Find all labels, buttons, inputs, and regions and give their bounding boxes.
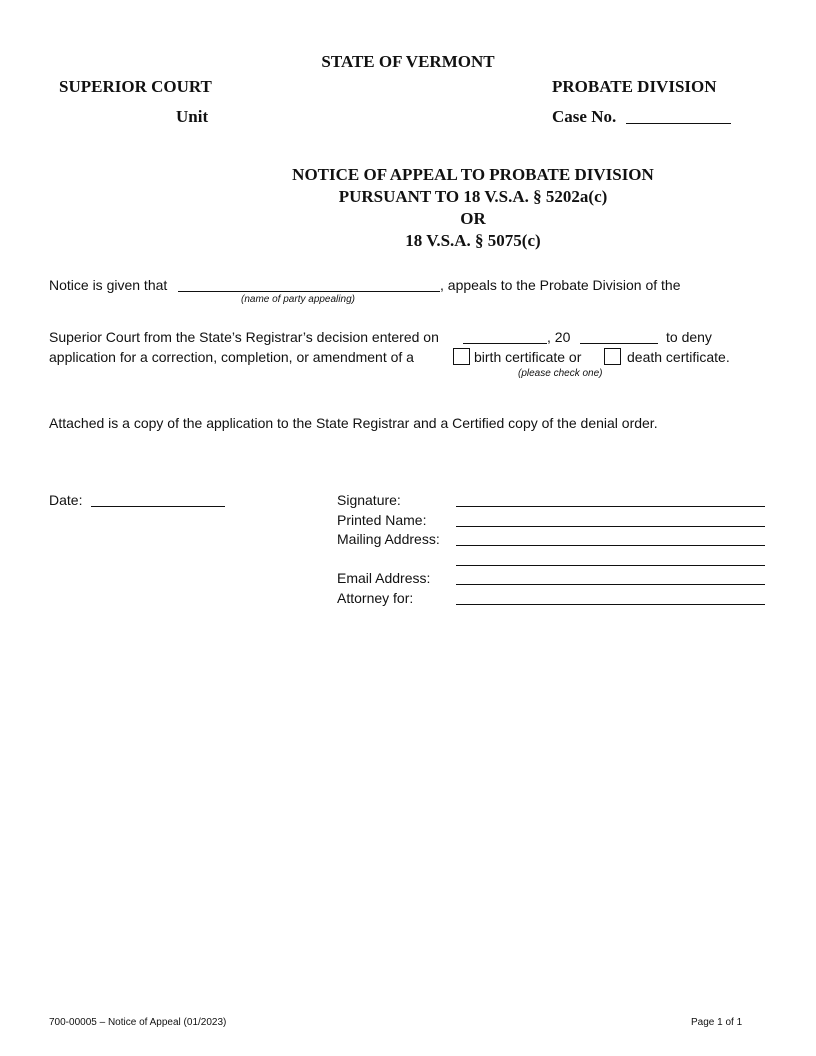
registrar-prefix: Superior Court from the State’s Registrar’s decision entered on <box>49 329 439 345</box>
division-heading: PROBATE DIVISION <box>552 77 717 96</box>
party-name-field[interactable] <box>178 291 440 292</box>
date-label: Date: <box>49 492 83 508</box>
attorney-for-field[interactable] <box>456 604 765 605</box>
party-hint: (name of party appealing) <box>241 294 355 305</box>
court-heading: SUPERIOR COURT <box>59 77 212 96</box>
attorney-for-label: Attorney for: <box>337 590 414 606</box>
death-certificate-label: death certificate. <box>627 349 730 365</box>
date-field[interactable] <box>91 506 225 507</box>
signature-field[interactable] <box>456 506 765 507</box>
email-address-field[interactable] <box>456 584 765 585</box>
decision-date-field[interactable] <box>463 343 547 344</box>
signature-label: Signature: <box>337 492 401 508</box>
notice-prefix: Notice is given that <box>49 277 168 293</box>
year-prefix: , 20 <box>547 329 571 345</box>
page-number: Page 1 of 1 <box>691 1017 743 1028</box>
case-no-field[interactable] <box>626 123 731 124</box>
attached-statement: Attached is a copy of the application to the State Registrar and a Certified copy of the denial order. <box>49 415 658 431</box>
application-text: application for a correction, completion, or amendment of a <box>49 349 414 365</box>
form-id: 700-00005 – Notice of Appeal (01/2023) <box>49 1017 227 1028</box>
email-address-label: Email Address: <box>337 570 431 586</box>
title-line-4: 18 V.S.A. § 5075(c) <box>405 231 541 250</box>
notice-suffix: , appeals to the Probate Division of the <box>440 277 681 293</box>
mailing-address-field-line-2[interactable] <box>456 565 765 566</box>
deny-suffix: to deny <box>666 329 712 345</box>
mailing-address-label: Mailing Address: <box>337 531 440 547</box>
title-line-3: OR <box>460 209 486 228</box>
check-hint: (please check one) <box>518 368 603 379</box>
unit-label: Unit <box>176 107 209 126</box>
birth-certificate-checkbox[interactable] <box>453 348 470 365</box>
death-certificate-checkbox[interactable] <box>604 348 621 365</box>
state-heading: STATE OF VERMONT <box>321 52 495 71</box>
mailing-address-field[interactable] <box>456 545 765 546</box>
decision-year-field[interactable] <box>580 343 658 344</box>
birth-certificate-label: birth certificate or <box>474 349 582 365</box>
printed-name-field[interactable] <box>456 526 765 527</box>
printed-name-label: Printed Name: <box>337 512 427 528</box>
title-line-1: NOTICE OF APPEAL TO PROBATE DIVISION <box>292 165 654 184</box>
title-line-2: PURSUANT TO 18 V.S.A. § 5202a(c) <box>338 187 608 206</box>
case-no-label: Case No. <box>552 107 617 126</box>
